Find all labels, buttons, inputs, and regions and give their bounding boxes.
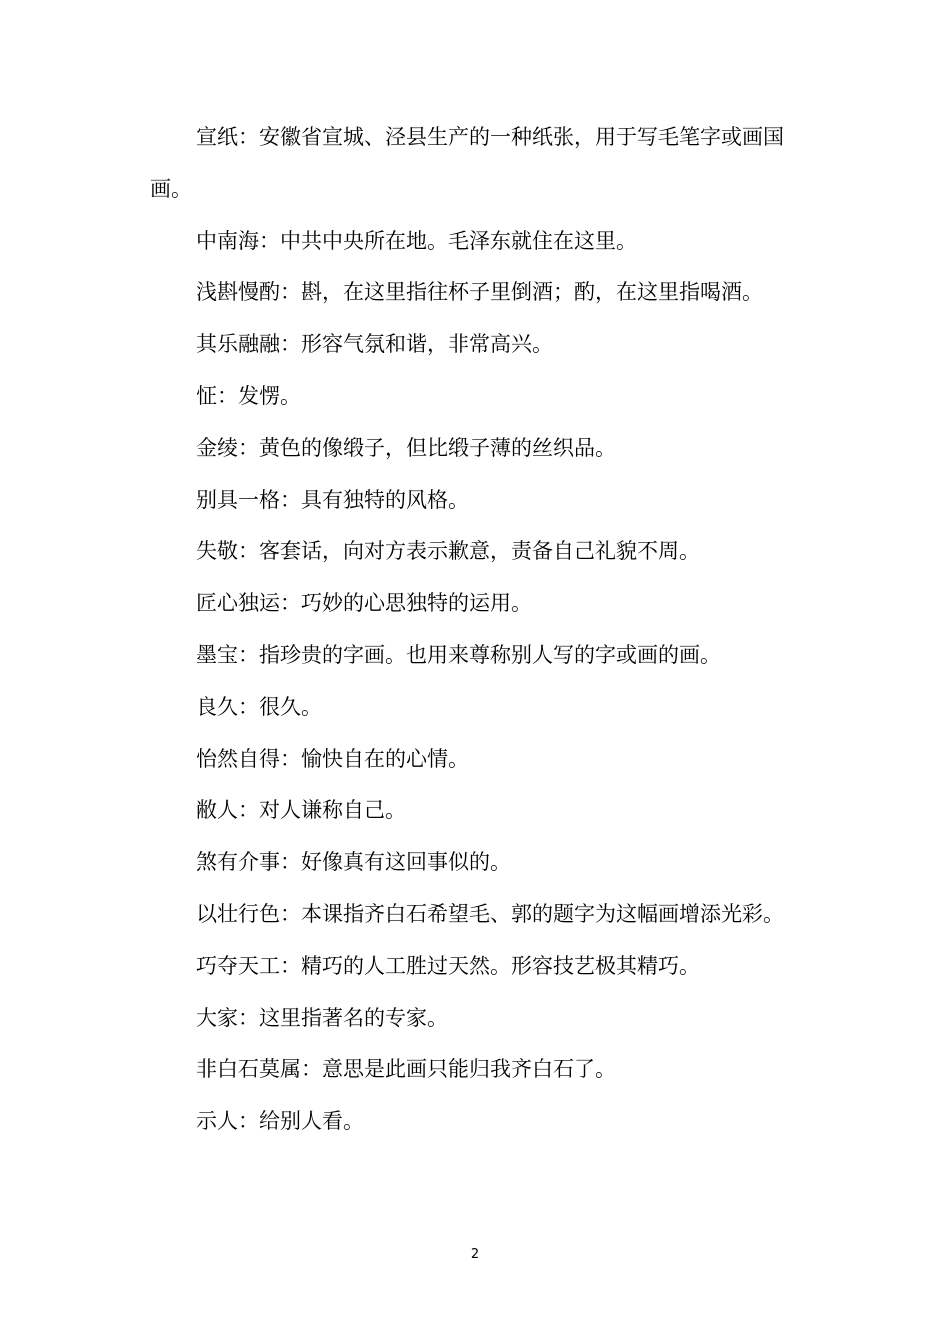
glossary-entry: 煞有介事：好像真有这回事似的。: [196, 850, 511, 875]
glossary-entry: 怡然自得：愉快自在的心情。: [196, 746, 469, 771]
page-number: 2: [470, 1247, 480, 1262]
glossary-entry: 失敬：客套话，向对方表示歉意，责备自己礼貌不周。: [196, 539, 700, 564]
glossary-entry: 金绫：黄色的像缎子，但比缎子薄的丝织品。: [196, 435, 616, 460]
glossary-entry: 示人：给别人看。: [196, 1109, 364, 1134]
glossary-entry: 墨宝：指珍贵的字画。也用来尊称别人写的字或画的画。: [196, 642, 721, 667]
glossary-entry: 以壮行色：本课指齐白石希望毛、郭的题字为这幅画增添光彩。: [196, 901, 784, 926]
glossary-entry: 宣纸：安徽省宣城、泾县生产的一种纸张，用于写毛笔字或画国画。: [150, 125, 784, 201]
glossary-entry: 巧夺天工：精巧的人工胜过天然。形容技艺极其精巧。: [196, 953, 700, 978]
glossary-entry: 敝人：对人谦称自己。: [196, 798, 406, 823]
glossary-entry: 良久：很久。: [196, 694, 322, 719]
glossary-entry: 非白石莫属：意思是此画只能归我齐白石了。: [196, 1057, 616, 1082]
glossary-entry: 中南海：中共中央所在地。毛泽东就住在这里。: [196, 228, 637, 253]
glossary-entry: 怔：发愣。: [196, 383, 301, 408]
glossary-entry: 匠心独运：巧妙的心思独特的运用。: [196, 591, 532, 616]
glossary-entry: 浅斟慢酌：斟，在这里指往杯子里倒酒；酌，在这里指喝酒。: [196, 280, 763, 305]
glossary-entry: 别具一格：具有独特的风格。: [196, 487, 469, 512]
glossary-entry: 其乐融融：形容气氛和谐，非常高兴。: [196, 332, 553, 357]
glossary-list: [150, 112, 802, 1148]
glossary-entry: 大家：这里指著名的专家。: [196, 1005, 448, 1030]
